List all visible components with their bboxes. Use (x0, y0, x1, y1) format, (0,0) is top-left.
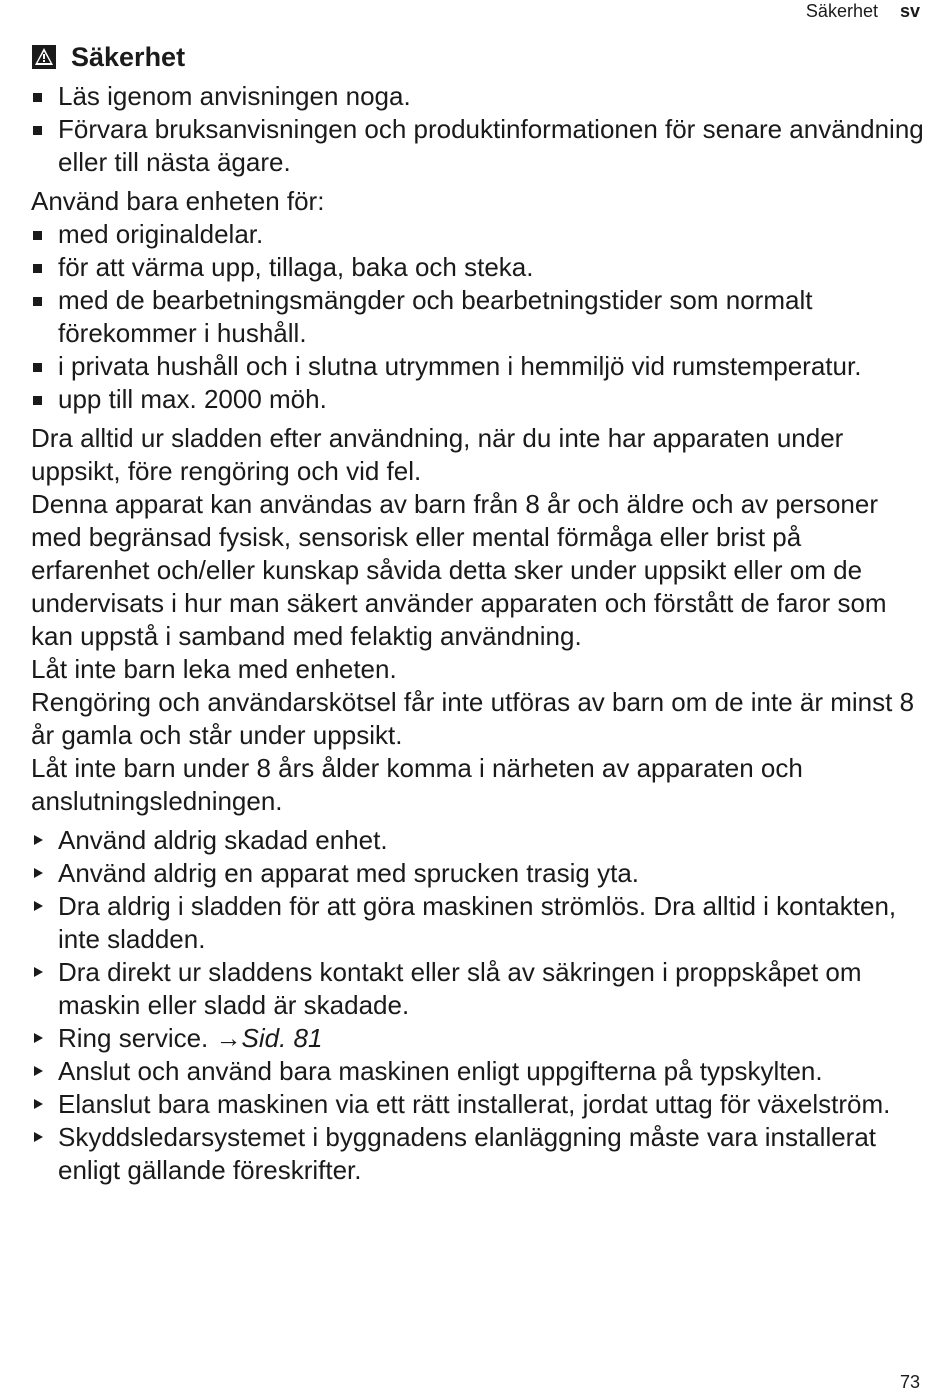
list-item: Använd aldrig en apparat med sprucken trasig yta. (31, 857, 926, 890)
paragraph: Låt inte barn under 8 års ålder komma i närheten av apparaten och anslutningsledningen. (31, 753, 803, 816)
paragraph: Denna apparat kan användas av barn från 8 år och äldre och av personer med begränsad fysisk, sensorisk eller mental förmåga eller brist på erfarenhet och/eller kunskap såvida detta sker under uppsikt eller om de undervisats i hur man säkert använder apparaten och förstått de faror som kan uppstå i samband med felaktig användning. (31, 489, 887, 651)
list-item: med originaldelar. (31, 218, 926, 251)
paragraph: Dra alltid ur sladden efter användning, när du inte har apparaten under uppsikt, före rengöring och vid fel. (31, 423, 844, 486)
use-list (31, 218, 926, 416)
header-language: sv (899, 1, 920, 21)
page-title: Säkerhet (71, 42, 186, 72)
list-item: Skyddsledarsystemet i byggnadens elanläggning måste vara installerat enligt gällande föreskrifter. (31, 1121, 926, 1187)
list-item: Dra aldrig i sladden för att göra maskinen strömlös. Dra alltid i kontakten, inte sladden. (31, 890, 926, 956)
list-item: upp till max. 2000 möh. (31, 383, 926, 416)
use-only-heading: Använd bara enheten för: (31, 186, 325, 216)
list-item: Använd aldrig skadad enhet. (31, 824, 926, 857)
list-item-text: Ring service. (58, 1023, 209, 1053)
list-item: Förvara bruksanvisningen och produktinformationen för senare användning eller till nästa ägare. (31, 113, 926, 179)
running-header (806, 0, 920, 22)
paragraph: Rengöring och användarskötsel får inte utföras av barn om de inte är minst 8 år gamla och står under uppsikt. (31, 687, 915, 750)
paragraph: Låt inte barn leka med enheten. (31, 654, 397, 684)
list-item (31, 1022, 926, 1055)
list-item: Elanslut bara maskinen via ett rätt installerat, jordat uttag för växelström. (31, 1088, 926, 1121)
list-item: Läs igenom anvisningen noga. (31, 80, 926, 113)
header-section: Säkerhet (805, 1, 878, 21)
intro-list (31, 80, 926, 179)
list-item: Anslut och använd bara maskinen enligt uppgifterna på typskylten. (31, 1055, 926, 1088)
list-item: Dra direkt ur sladdens kontakt eller slå av säkringen i proppskåpet om maskin eller sladd är skadade. (31, 956, 926, 1022)
list-item: i privata hushåll och i slutna utrymmen i hemmiljö vid rumstemperatur. (31, 350, 926, 383)
section-heading (31, 38, 926, 76)
list-item: med de bearbetningsmängder och bearbetningstider som normalt förekommer i hushåll. (31, 284, 926, 350)
list-item: för att värma upp, tillaga, baka och steka. (31, 251, 926, 284)
warning-icon (31, 44, 57, 70)
page-number: 73 (899, 1372, 920, 1392)
action-list (31, 824, 926, 1187)
page-reference-link[interactable]: →Sid. 81 (215, 1023, 323, 1053)
content (31, 38, 926, 1187)
